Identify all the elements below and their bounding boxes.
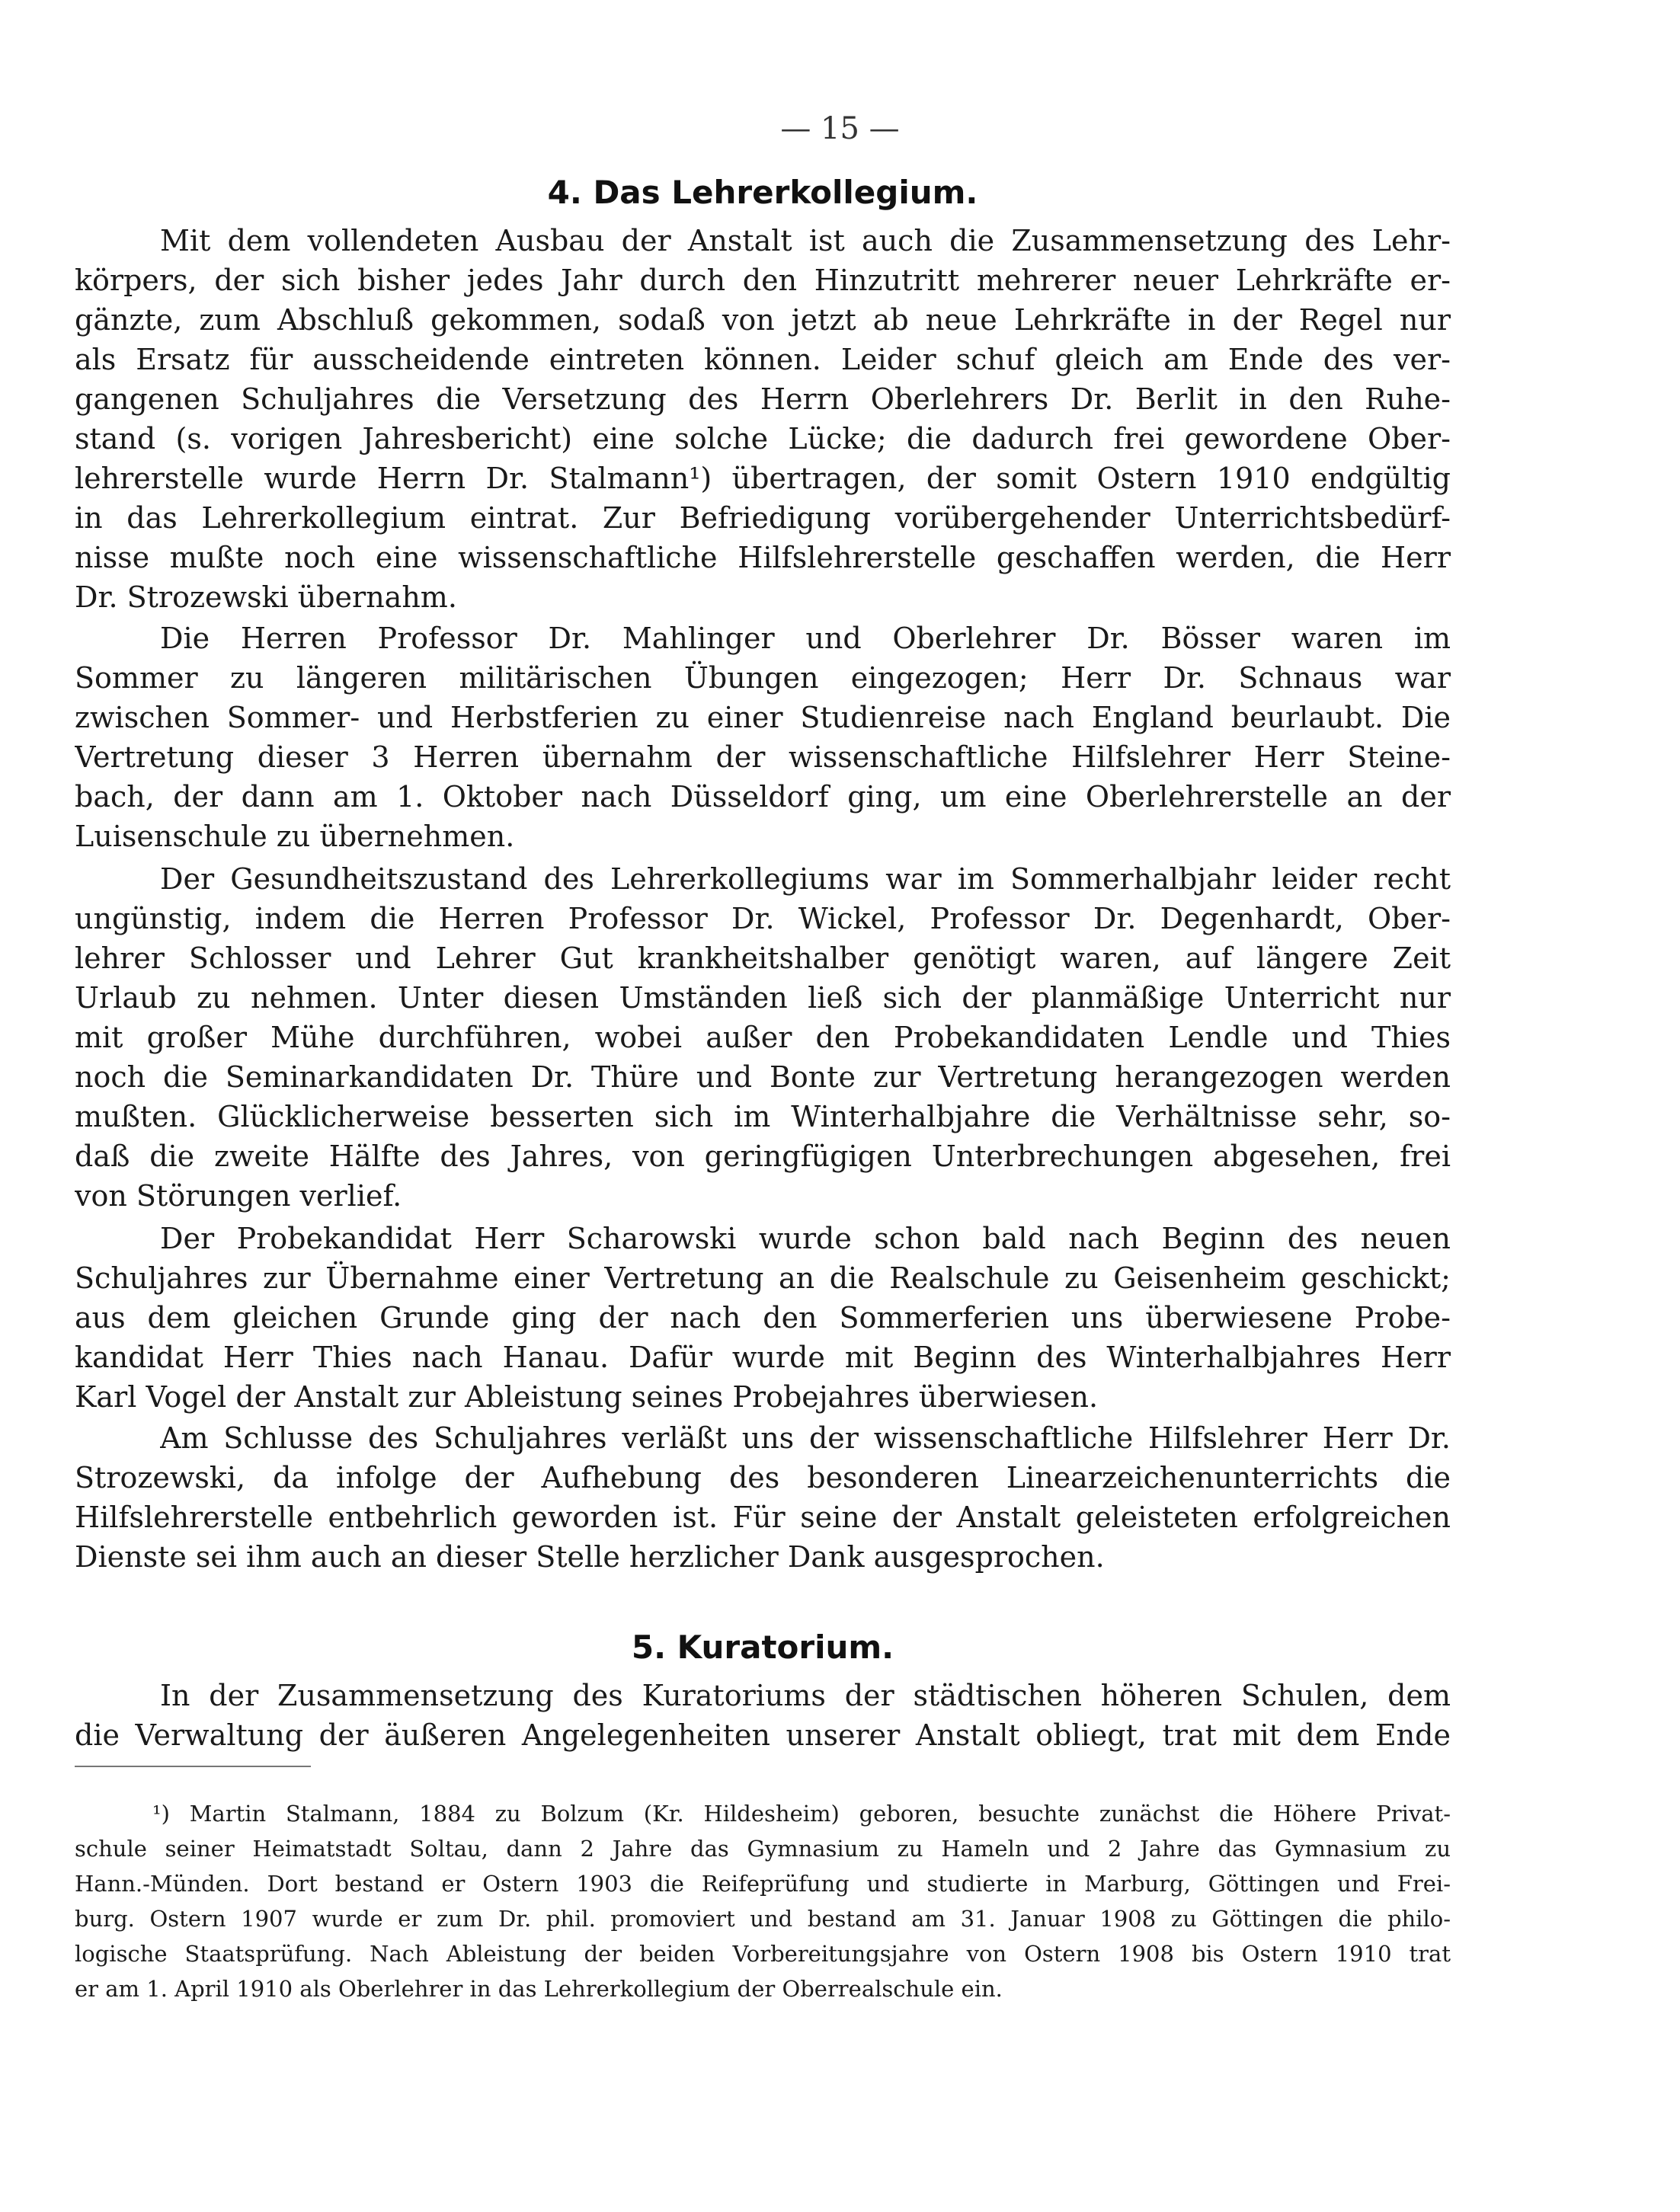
text-line: mußten. Glücklicherweise besserten sich im Winterhalbjahre die Verhältnisse sehr, so- — [75, 1100, 1451, 1133]
text-line: mit großer Mühe durchführen, wobei außer den Probekandidaten Lendle und Thies — [75, 1021, 1451, 1054]
text-line: Hilfslehrerstelle entbehrlich geworden ist. Für seine der Anstalt geleisteten erfolgreichen — [75, 1501, 1451, 1534]
text-line: zwischen Sommer- und Herbstferien zu einer Studienreise nach England beurlaubt. Die — [75, 701, 1451, 734]
text-line: als Ersatz für ausscheidende eintreten können. Leider schuf gleich am Ende des ver- — [75, 343, 1451, 376]
text-line: Die Herren Professor Dr. Mahlinger und Oberlehrer Dr. Bösser waren im — [160, 622, 1451, 655]
text-line: körpers, der sich bisher jedes Jahr durch den Hinzutritt mehrerer neuer Lehrkräfte er- — [75, 264, 1451, 297]
text-line: von Störungen verlief. — [75, 1179, 402, 1213]
text-line: Karl Vogel der Anstalt zur Ableistung seines Probejahres überwiesen. — [75, 1380, 1099, 1414]
text-line: in das Lehrerkollegium eintrat. Zur Befriedigung vorübergehender Unterrichtsbedürf- — [75, 501, 1451, 535]
text-line: Luisenschule zu übernehmen. — [75, 820, 515, 853]
text-line: Urlaub zu nehmen. Unter diesen Umständen ließ sich der planmäßige Unterricht nur — [75, 981, 1451, 1015]
section-heading: 5. Kuratorium. — [631, 1629, 894, 1666]
footnote-line: burg. Ostern 1907 wurde er zum Dr. phil. promoviert und bestand am 31. Januar 1908 zu Göttingen die philo- — [75, 1906, 1451, 1932]
text-line: Mit dem vollendeten Ausbau der Anstalt ist auch die Zusammensetzung des Lehr- — [160, 224, 1451, 257]
text-line: aus dem gleichen Grunde ging der nach den Sommerferien uns überwiesene Probe- — [75, 1301, 1451, 1335]
section-kuratorium — [75, 1629, 1451, 1766]
text-line: noch die Seminarkandidaten Dr. Thüre und Bonte zur Vertretung herangezogen werden — [75, 1060, 1451, 1094]
section-lehrerkollegium — [75, 174, 1451, 1606]
text-line: Am Schlusse des Schuljahres verläßt uns der wissenschaftliche Hilfslehrer Herr Dr. — [160, 1421, 1451, 1455]
text-line: kandidat Herr Thies nach Hanau. Dafür wurde mit Beginn des Winterhalbjahres Herr — [75, 1341, 1451, 1374]
footnote-line: er am 1. April 1910 als Oberlehrer in das Lehrerkollegium der Oberrealschule ein. — [75, 1976, 1003, 2002]
text-line: gänzte, zum Abschluß gekommen, sodaß von jetzt ab neue Lehrkräfte in der Regel nur — [75, 303, 1451, 337]
text-line: ungünstig, indem die Herren Professor Dr. Wickel, Professor Dr. Degenhardt, Ober- — [75, 902, 1451, 935]
footnote-divider — [75, 1766, 311, 1767]
text-line: Dr. Strozewski übernahm. — [75, 580, 457, 614]
text-line: stand (s. vorigen Jahresbericht) eine solche Lücke; die dadurch frei gewordene Ober- — [75, 422, 1451, 456]
text-line: Schuljahres zur Übernahme einer Vertretung an die Realschule zu Geisenheim geschickt; — [75, 1261, 1451, 1295]
text-line: lehrer Schlosser und Lehrer Gut krankheitshalber genötigt waren, auf längere Zeit — [75, 941, 1451, 975]
text-line: daß die zweite Hälfte des Jahres, von geringfügigen Unterbrechungen abgesehen, frei — [75, 1140, 1451, 1173]
text-line: bach, der dann am 1. Oktober nach Düsseldorf ging, um eine Oberlehrerstelle an der — [75, 780, 1451, 814]
text-line: In der Zusammensetzung des Kuratoriums der städtischen höheren Schulen, dem — [160, 1679, 1451, 1712]
text-line: Vertretung dieser 3 Herren übernahm der wissenschaftliche Hilfslehrer Herr Steine- — [75, 740, 1451, 774]
text-line: nisse mußte noch eine wissenschaftliche Hilfslehrerstelle geschaffen werden, die Herr — [75, 541, 1451, 574]
page-number: — 15 — — [780, 111, 900, 146]
text-line: Sommer zu längeren militärischen Übungen eingezogen; Herr Dr. Schnaus war — [75, 661, 1451, 695]
text-line: lehrerstelle wurde Herrn Dr. Stalmann¹) übertragen, der somit Ostern 1910 endgültig — [75, 462, 1451, 495]
text-line: Dienste sei ihm auch an dieser Stelle herzlicher Dank ausgesprochen. — [75, 1540, 1105, 1574]
text-line: gangenen Schuljahres die Versetzung des Herrn Oberlehrers Dr. Berlit in den Ruhe- — [75, 382, 1451, 416]
text-line: Der Probekandidat Herr Scharowski wurde schon bald nach Beginn des neuen — [160, 1222, 1451, 1255]
section-heading: 4. Das Lehrerkollegium. — [547, 174, 978, 211]
footnote-line: schule seiner Heimatstadt Soltau, dann 2 Jahre das Gymnasium zu Hameln und 2 Jahre das Gymnasium zu — [75, 1836, 1451, 1862]
text-line: Der Gesundheitszustand des Lehrerkollegiums war im Sommerhalbjahr leider recht — [160, 862, 1451, 896]
footnote-line: ¹) Martin Stalmann, 1884 zu Bolzum (Kr. Hildesheim) geboren, besuchte zunächst die Höhere Privat- — [152, 1801, 1451, 1827]
text-line: die Verwaltung der äußeren Angelegenheiten unserer Anstalt obliegt, trat mit dem Ende — [75, 1718, 1451, 1752]
footnote-line: logische Staatsprüfung. Nach Ableistung der beiden Vorbereitungsjahre von Ostern 1908 bis Ostern 1910 trat — [75, 1941, 1451, 1967]
text-line: Strozewski, da infolge der Aufhebung des besonderen Linearzeichenunterrichts die — [75, 1461, 1451, 1494]
footnote-line: Hann.-Münden. Dort bestand er Ostern 1903 die Reifeprüfung und studierte in Marburg, Göttingen und Frei- — [75, 1871, 1451, 1897]
